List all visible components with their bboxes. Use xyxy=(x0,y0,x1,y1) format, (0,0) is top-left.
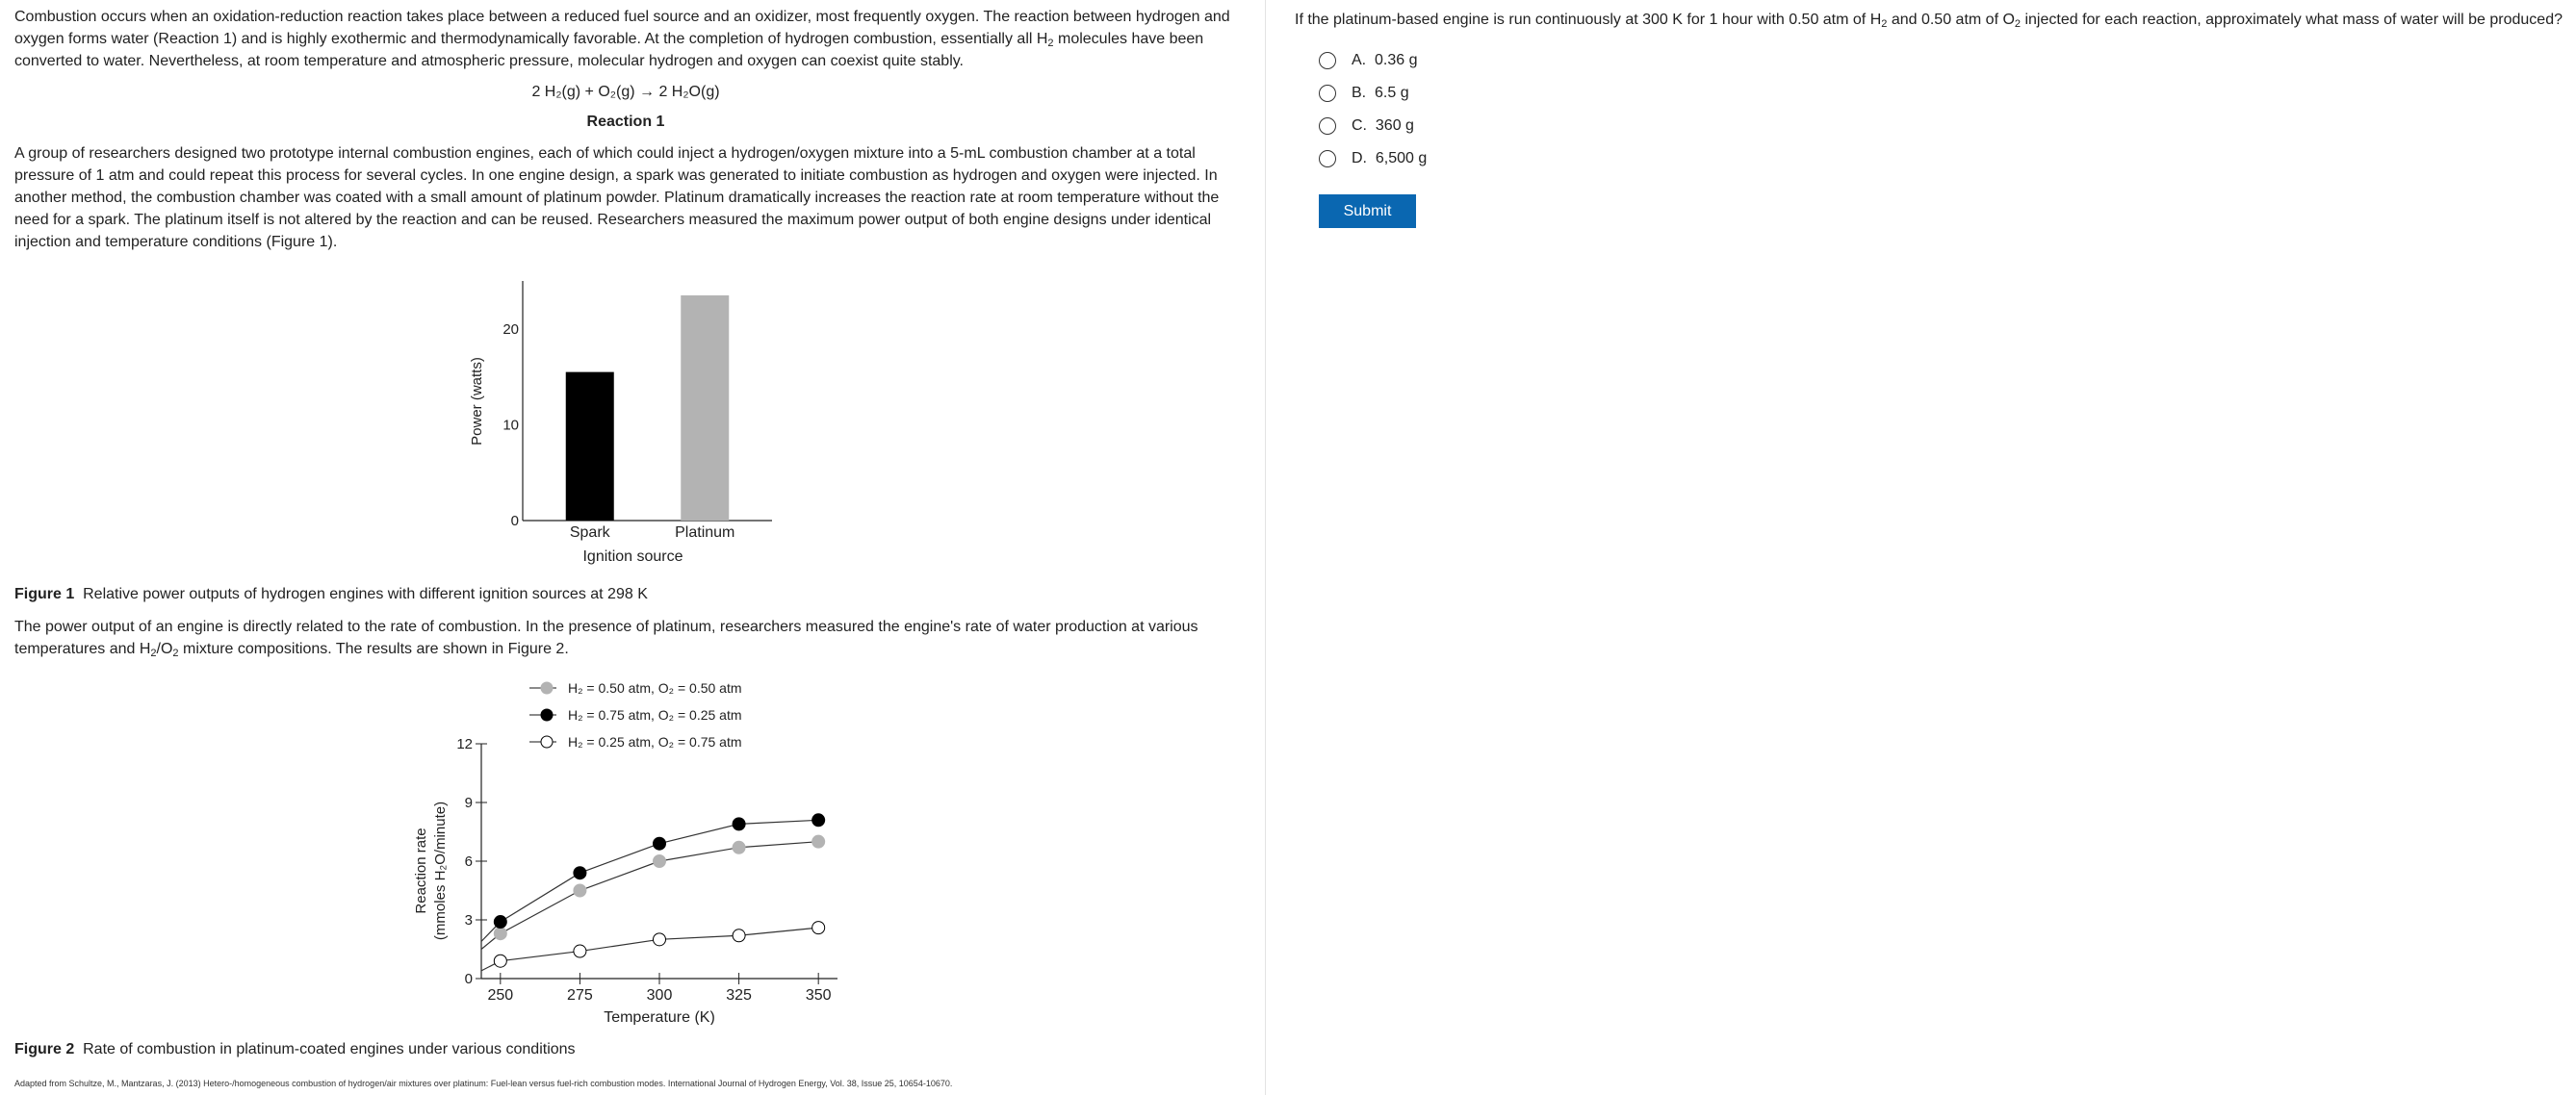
legend-marker xyxy=(541,736,553,748)
option-label: D. 6,500 g xyxy=(1352,150,1428,166)
y-tick-label: 10 xyxy=(502,417,519,434)
data-point-series-3 xyxy=(574,945,586,957)
question-panel xyxy=(1266,0,2576,1095)
data-point-series-2 xyxy=(494,916,506,929)
option-d[interactable] xyxy=(1319,142,2576,175)
x-tick-label: 350 xyxy=(805,987,832,1004)
option-a[interactable] xyxy=(1319,44,2576,77)
series-line-2 xyxy=(481,820,818,941)
x-tick-label: 250 xyxy=(487,987,514,1004)
data-point-series-2 xyxy=(574,867,586,879)
x-tick-label: 300 xyxy=(646,987,673,1004)
y-axis-title-line-2: (mmoles H₂O/minute) xyxy=(432,801,449,941)
submit-button[interactable]: Submit xyxy=(1319,194,1416,228)
passage-panel xyxy=(0,0,1266,1095)
reaction-label: Reaction 1 xyxy=(586,114,665,130)
y-tick-label: 0 xyxy=(464,971,473,987)
x-category-label: Spark xyxy=(569,524,610,541)
source-citation: Adapted from Schultze, M., Mantzaras, J. (2013) Hetero-/homogeneous combustion of hydrogen/air mixtures over platinum: Fuel-lean versus fuel-rich combustion modes. International Journal of Hydrogen Energy, Vol. 38, Issue 25, 10654-10670. xyxy=(14,1079,953,1088)
y-axis-title-line-1: Reaction rate xyxy=(413,828,429,914)
option-label: B. 6.5 g xyxy=(1352,85,1409,101)
radio-circle-icon[interactable] xyxy=(1319,85,1336,102)
y-tick-label: 3 xyxy=(464,912,473,929)
legend-marker xyxy=(541,709,553,721)
figure-1-caption: Figure 1 Relative power outputs of hydrogen engines with different ignition sources at 298 K xyxy=(14,586,648,602)
passage-paragraph-3: The power output of an engine is directly related to the rate of combustion. In the presence of platinum, researchers measured the engine's rate of water production at various temperatures and $H_2/O_2$ mixture compositions. The results are shown in Figure 2. xyxy=(14,619,1198,659)
data-point-series-2 xyxy=(733,818,745,830)
data-point-series-1 xyxy=(574,884,586,897)
data-point-series-1 xyxy=(812,835,825,848)
passage-paragraph-2: A group of researchers designed two prototype internal combustion engines, each of which could inject a hydrogen/oxygen mixture into a 5-mL combustion chamber at a total pressure of 1 atm and could repeat this process for several cycles. In one engine design, a spark was generated to initiate combustion as hydrogen and oxygen were injected. In another method, the combustion chamber was coated with a small amount of platinum powder. Platinum dramatically increases the reaction rate at room temperature without the need for a spark. The platinum itself is not altered by the reaction and can be reused. Researchers measured the maximum power output of both engine designs under identical injection and temperature conditions (Figure 1). xyxy=(14,145,1220,250)
y-tick-label: 12 xyxy=(456,736,473,752)
radio-circle-icon[interactable] xyxy=(1319,117,1336,135)
x-axis-title: Temperature (K) xyxy=(604,1009,715,1025)
legend-label: H₂ = 0.75 atm, O₂ = 0.25 atm xyxy=(568,707,742,723)
y-tick-label: 0 xyxy=(510,513,519,529)
option-c[interactable] xyxy=(1319,110,2576,142)
option-b[interactable] xyxy=(1319,77,2576,110)
data-point-series-1 xyxy=(654,855,666,868)
bar-platinum xyxy=(681,295,729,521)
legend-label: H₂ = 0.50 atm, O₂ = 0.50 atm xyxy=(568,680,742,696)
bar-spark xyxy=(566,372,614,521)
legend-marker xyxy=(541,682,553,694)
series-line-3 xyxy=(481,928,818,971)
option-label: C. 360 g xyxy=(1352,117,1414,134)
x-tick-label: 275 xyxy=(567,987,593,1004)
data-point-series-1 xyxy=(733,841,745,853)
radio-circle-icon[interactable] xyxy=(1319,52,1336,69)
x-tick-label: 325 xyxy=(726,987,752,1004)
question-text: If the platinum-based engine is run continuously at 300 K for 1 hour with 0.50 atm of $H_2$ and 0.50 atm of $O_2$ injected for each reaction, approximately what mass of water will be produced? xyxy=(1295,12,2563,30)
data-point-series-1 xyxy=(494,928,506,940)
figure-1-bar-chart xyxy=(433,271,1011,589)
x-axis-title: Ignition source xyxy=(582,548,683,565)
y-tick-label: 9 xyxy=(464,795,473,811)
radio-circle-icon[interactable] xyxy=(1319,150,1336,167)
data-point-series-3 xyxy=(812,922,825,934)
data-point-series-2 xyxy=(654,837,666,850)
y-axis-title: Power (watts) xyxy=(469,357,485,446)
figure-2-caption: Figure 2 Rate of combustion in platinum-coated engines under various conditions xyxy=(14,1041,576,1057)
figure-2-line-chart xyxy=(404,669,886,1025)
y-tick-label: 20 xyxy=(502,320,519,338)
option-label: A. 0.36 g xyxy=(1352,52,1418,68)
data-point-series-2 xyxy=(812,814,825,827)
answer-options xyxy=(1295,44,2576,175)
y-tick-label: 6 xyxy=(464,853,473,870)
data-point-series-3 xyxy=(654,933,666,946)
legend-label: H₂ = 0.25 atm, O₂ = 0.75 atm xyxy=(568,734,742,750)
data-point-series-3 xyxy=(494,955,506,967)
x-category-label: Platinum xyxy=(675,524,735,541)
reaction-equation: 2 H₂(g) + O₂(g) → 2 H₂O(g) xyxy=(531,84,720,100)
passage-paragraph-1: Combustion occurs when an oxidation-reduction reaction takes place between a reduced fuel source and an oxidizer, most frequently oxygen. The reaction between hydrogen and oxygen forms water (Reaction 1) and is highly exothermic and thermodynamically favorable. At the completion of hydrogen combustion, essentially all $H_2$ molecules have been converted to water. Nevertheless, at room temperature and atmospheric pressure, molecular hydrogen and oxygen can coexist quite stably. xyxy=(14,9,1230,69)
data-point-series-3 xyxy=(733,929,745,942)
